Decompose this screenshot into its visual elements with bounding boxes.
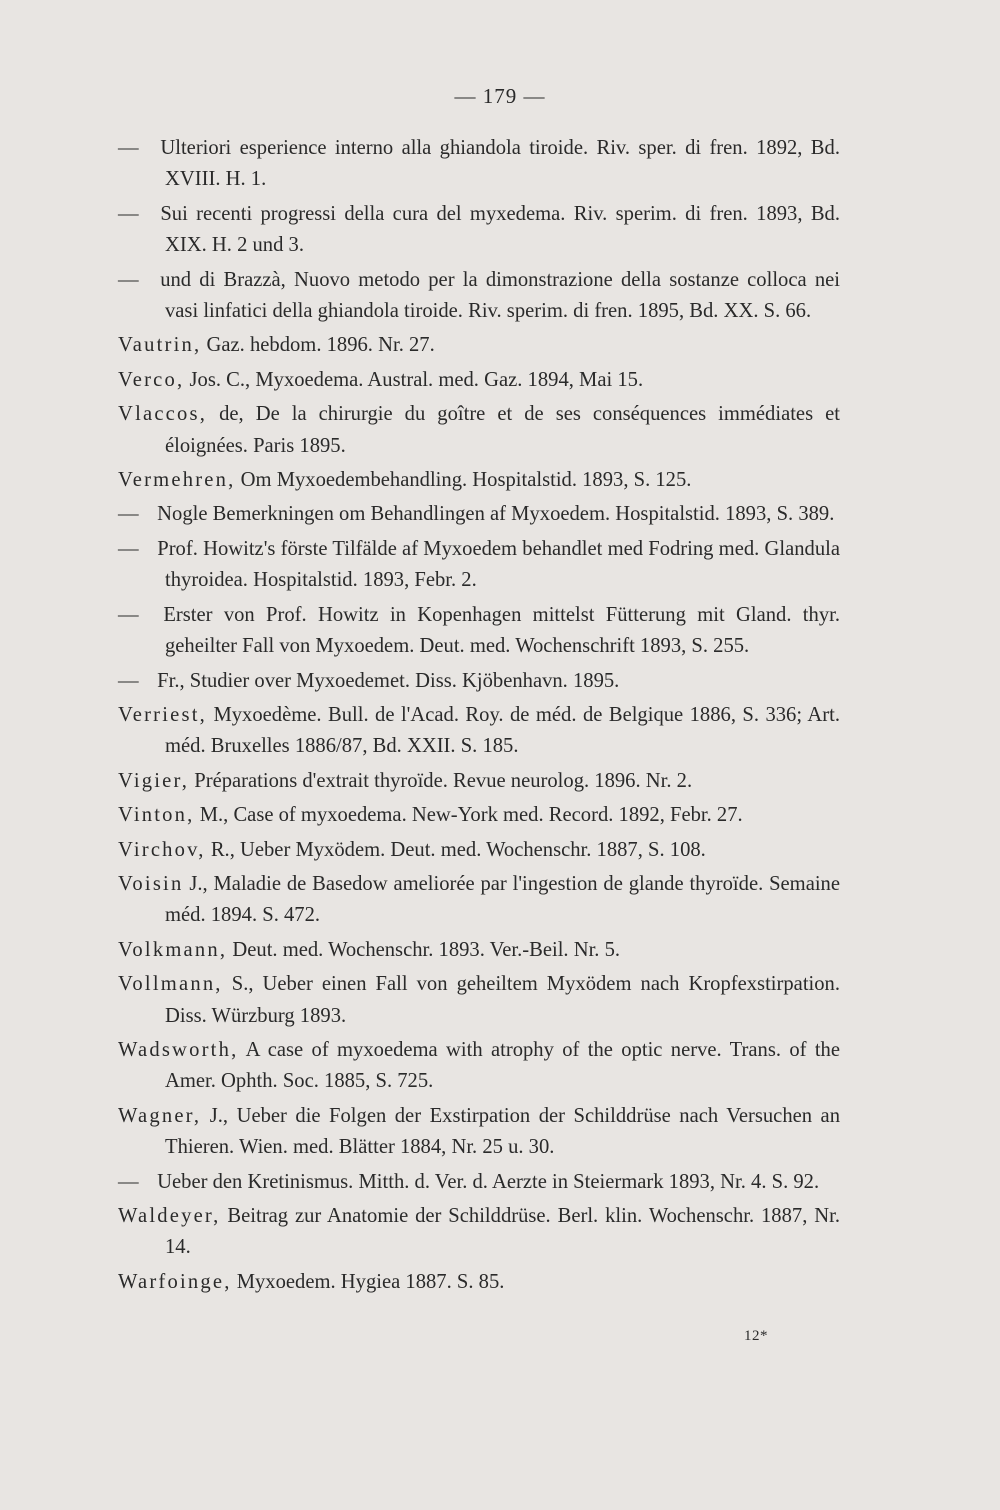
bibliography-entry <box>118 534 840 597</box>
bibliography-entry <box>118 399 840 462</box>
entry-author: Vautrin, <box>118 334 202 357</box>
bibliography-entry <box>118 1101 840 1164</box>
entry-author: Vigier, <box>118 769 190 792</box>
bibliography-entry <box>118 199 840 262</box>
entry-author: Vinton, <box>118 804 195 827</box>
entry-text: de, De la chirurgie du goître et de ses conséquences immédiates et éloignées. Paris 1895. <box>165 403 840 457</box>
bibliography-entry <box>118 1035 840 1098</box>
entry-text: Jos. C., Myxoedema. Austral. med. Gaz. 1894, Mai 15. <box>189 368 644 391</box>
ditto-dash: — <box>118 603 139 626</box>
printer-signature-mark: 12* <box>744 1328 768 1344</box>
bibliography-entry <box>118 800 840 831</box>
entry-author: Wadsworth, <box>118 1038 239 1061</box>
entry-text: J., Ueber die Folgen der Exstirpation der Schilddrüse nach Versuchen an Thieren. Wien. med. Blätter 1884, Nr. 25 u. 30. <box>165 1104 840 1159</box>
entry-text: Deut. med. Wochenschr. 1893. Ver.-Beil. Nr. 5. <box>232 938 621 961</box>
bibliography-list <box>118 133 840 1301</box>
entry-text: Ulteriori esperience interno alla ghiandola tiroide. Riv. sper. di fren. 1892, Bd. XVIII. H. 1. <box>160 137 840 191</box>
entry-text: Gaz. hebdom. 1896. Nr. 27. <box>206 334 435 357</box>
bibliography-entry <box>118 600 840 663</box>
entry-author: Vollmann, <box>118 973 223 996</box>
entry-text: Sui recenti progressi della cura del myxedema. Riv. sperim. di fren. 1893, Bd. XIX. H. 2 und 3. <box>160 202 841 257</box>
ditto-dash: — <box>118 503 139 526</box>
entry-text: Om Myxoedembehandling. Hospitalstid. 1893, S. 125. <box>240 469 692 492</box>
entry-text: und di Brazzà, Nuovo metodo per la dimonstrazione della sostanze colloca nei vasi linfatici della ghiandola tiroide. Riv. sperim. di fren. 1895, Bd. XX. S. 66. <box>160 268 840 323</box>
entry-text: Fr., Studier over Myxoedemet. Diss. Kjöbenhavn. 1895. <box>157 669 620 692</box>
entry-author: Volkmann, <box>118 938 228 961</box>
bibliography-entry <box>118 766 840 797</box>
entry-author: Voisin <box>118 872 184 895</box>
entry-author: Vlaccos, <box>118 403 208 426</box>
bibliography-entry <box>118 969 840 1032</box>
ditto-dash: — <box>118 268 139 291</box>
bibliography-entry <box>118 465 840 496</box>
entry-author: Verriest, <box>118 703 207 726</box>
bibliography-entry <box>118 935 840 966</box>
bibliography-entry <box>118 869 840 932</box>
entry-author: Waldeyer, <box>118 1205 221 1227</box>
entry-text: J., Maladie de Basedow ameliorée par l'ingestion de glande thyroïde. Semaine méd. 1894. S. 472. <box>165 872 840 927</box>
bibliography-entry <box>118 700 840 763</box>
entry-text: S., Ueber einen Fall von geheiltem Myxödem nach Kropfexstirpation. Diss. Würzburg 1893. <box>165 973 841 1027</box>
entry-text: Préparations d'extrait thyroïde. Revue neurolog. 1896. Nr. 2. <box>194 769 693 792</box>
entry-author: Wagner, <box>118 1104 202 1127</box>
entry-author: Virchov, <box>118 838 206 861</box>
ditto-dash: — <box>118 202 139 225</box>
entry-text: Prof. Howitz's förste Tilfälde af Myxoedem behandlet med Fodring med. Glandula thyroidea. Hospitalstid. 1893, Febr. 2. <box>157 537 840 592</box>
ditto-dash: — <box>118 669 139 692</box>
bibliography-entry <box>118 1267 840 1298</box>
ditto-dash: — <box>118 1170 139 1193</box>
bibliography-entry <box>118 835 840 866</box>
bibliography-entry <box>118 666 840 697</box>
entry-author: Vermehren, <box>118 469 236 492</box>
entry-text: M., Case of myxoedema. New-York med. Record. 1892, Febr. 27. <box>199 804 743 827</box>
bibliography-entry <box>118 133 840 196</box>
bibliography-entry <box>118 499 840 530</box>
entry-author: Verco, <box>118 368 185 391</box>
entry-text: R., Ueber Myxödem. Deut. med. Wochenschr. 1887, S. 108. <box>210 838 706 861</box>
entry-author: Warfoinge, <box>118 1270 232 1293</box>
entry-text: Myxoedème. Bull. de l'Acad. Roy. de méd. de Belgique 1886, S. 336; Art. méd. Bruxelles 1886/87, Bd. XXII. S. 185. <box>165 703 840 758</box>
bibliography-entry <box>118 1201 840 1264</box>
entry-text: Ueber den Kretinismus. Mitth. d. Ver. d. Aerzte in Steiermark 1893, Nr. 4. S. 92. <box>157 1170 820 1193</box>
entry-text: Nogle Bemerkningen om Behandlingen af Myxoedem. Hospitalstid. 1893, S. 389. <box>157 503 835 526</box>
bibliography-entry <box>118 1167 840 1198</box>
entry-text: Myxoedem. Hygiea 1887. S. 85. <box>236 1270 505 1293</box>
entry-text: Beitrag zur Anatomie der Schilddrüse. Berl. klin. Wochenschr. 1887, Nr. 14. <box>165 1205 840 1259</box>
entry-text: Erster von Prof. Howitz in Kopenhagen mittelst Fütterung mit Gland. thyr. geheilter Fall von Myxoedem. Deut. med. Wochenschrift 1893, S. 255. <box>163 603 840 658</box>
bibliography-entry <box>118 365 840 396</box>
page-number: — 179 — <box>454 84 546 108</box>
entry-text: A case of myxoedema with atrophy of the optic nerve. Trans. of the Amer. Ophth. Soc. 1885, S. 725. <box>165 1038 840 1093</box>
ditto-dash: — <box>118 137 139 159</box>
bibliography-entry <box>118 330 840 361</box>
ditto-dash: — <box>118 537 139 560</box>
bibliography-entry <box>118 265 840 328</box>
